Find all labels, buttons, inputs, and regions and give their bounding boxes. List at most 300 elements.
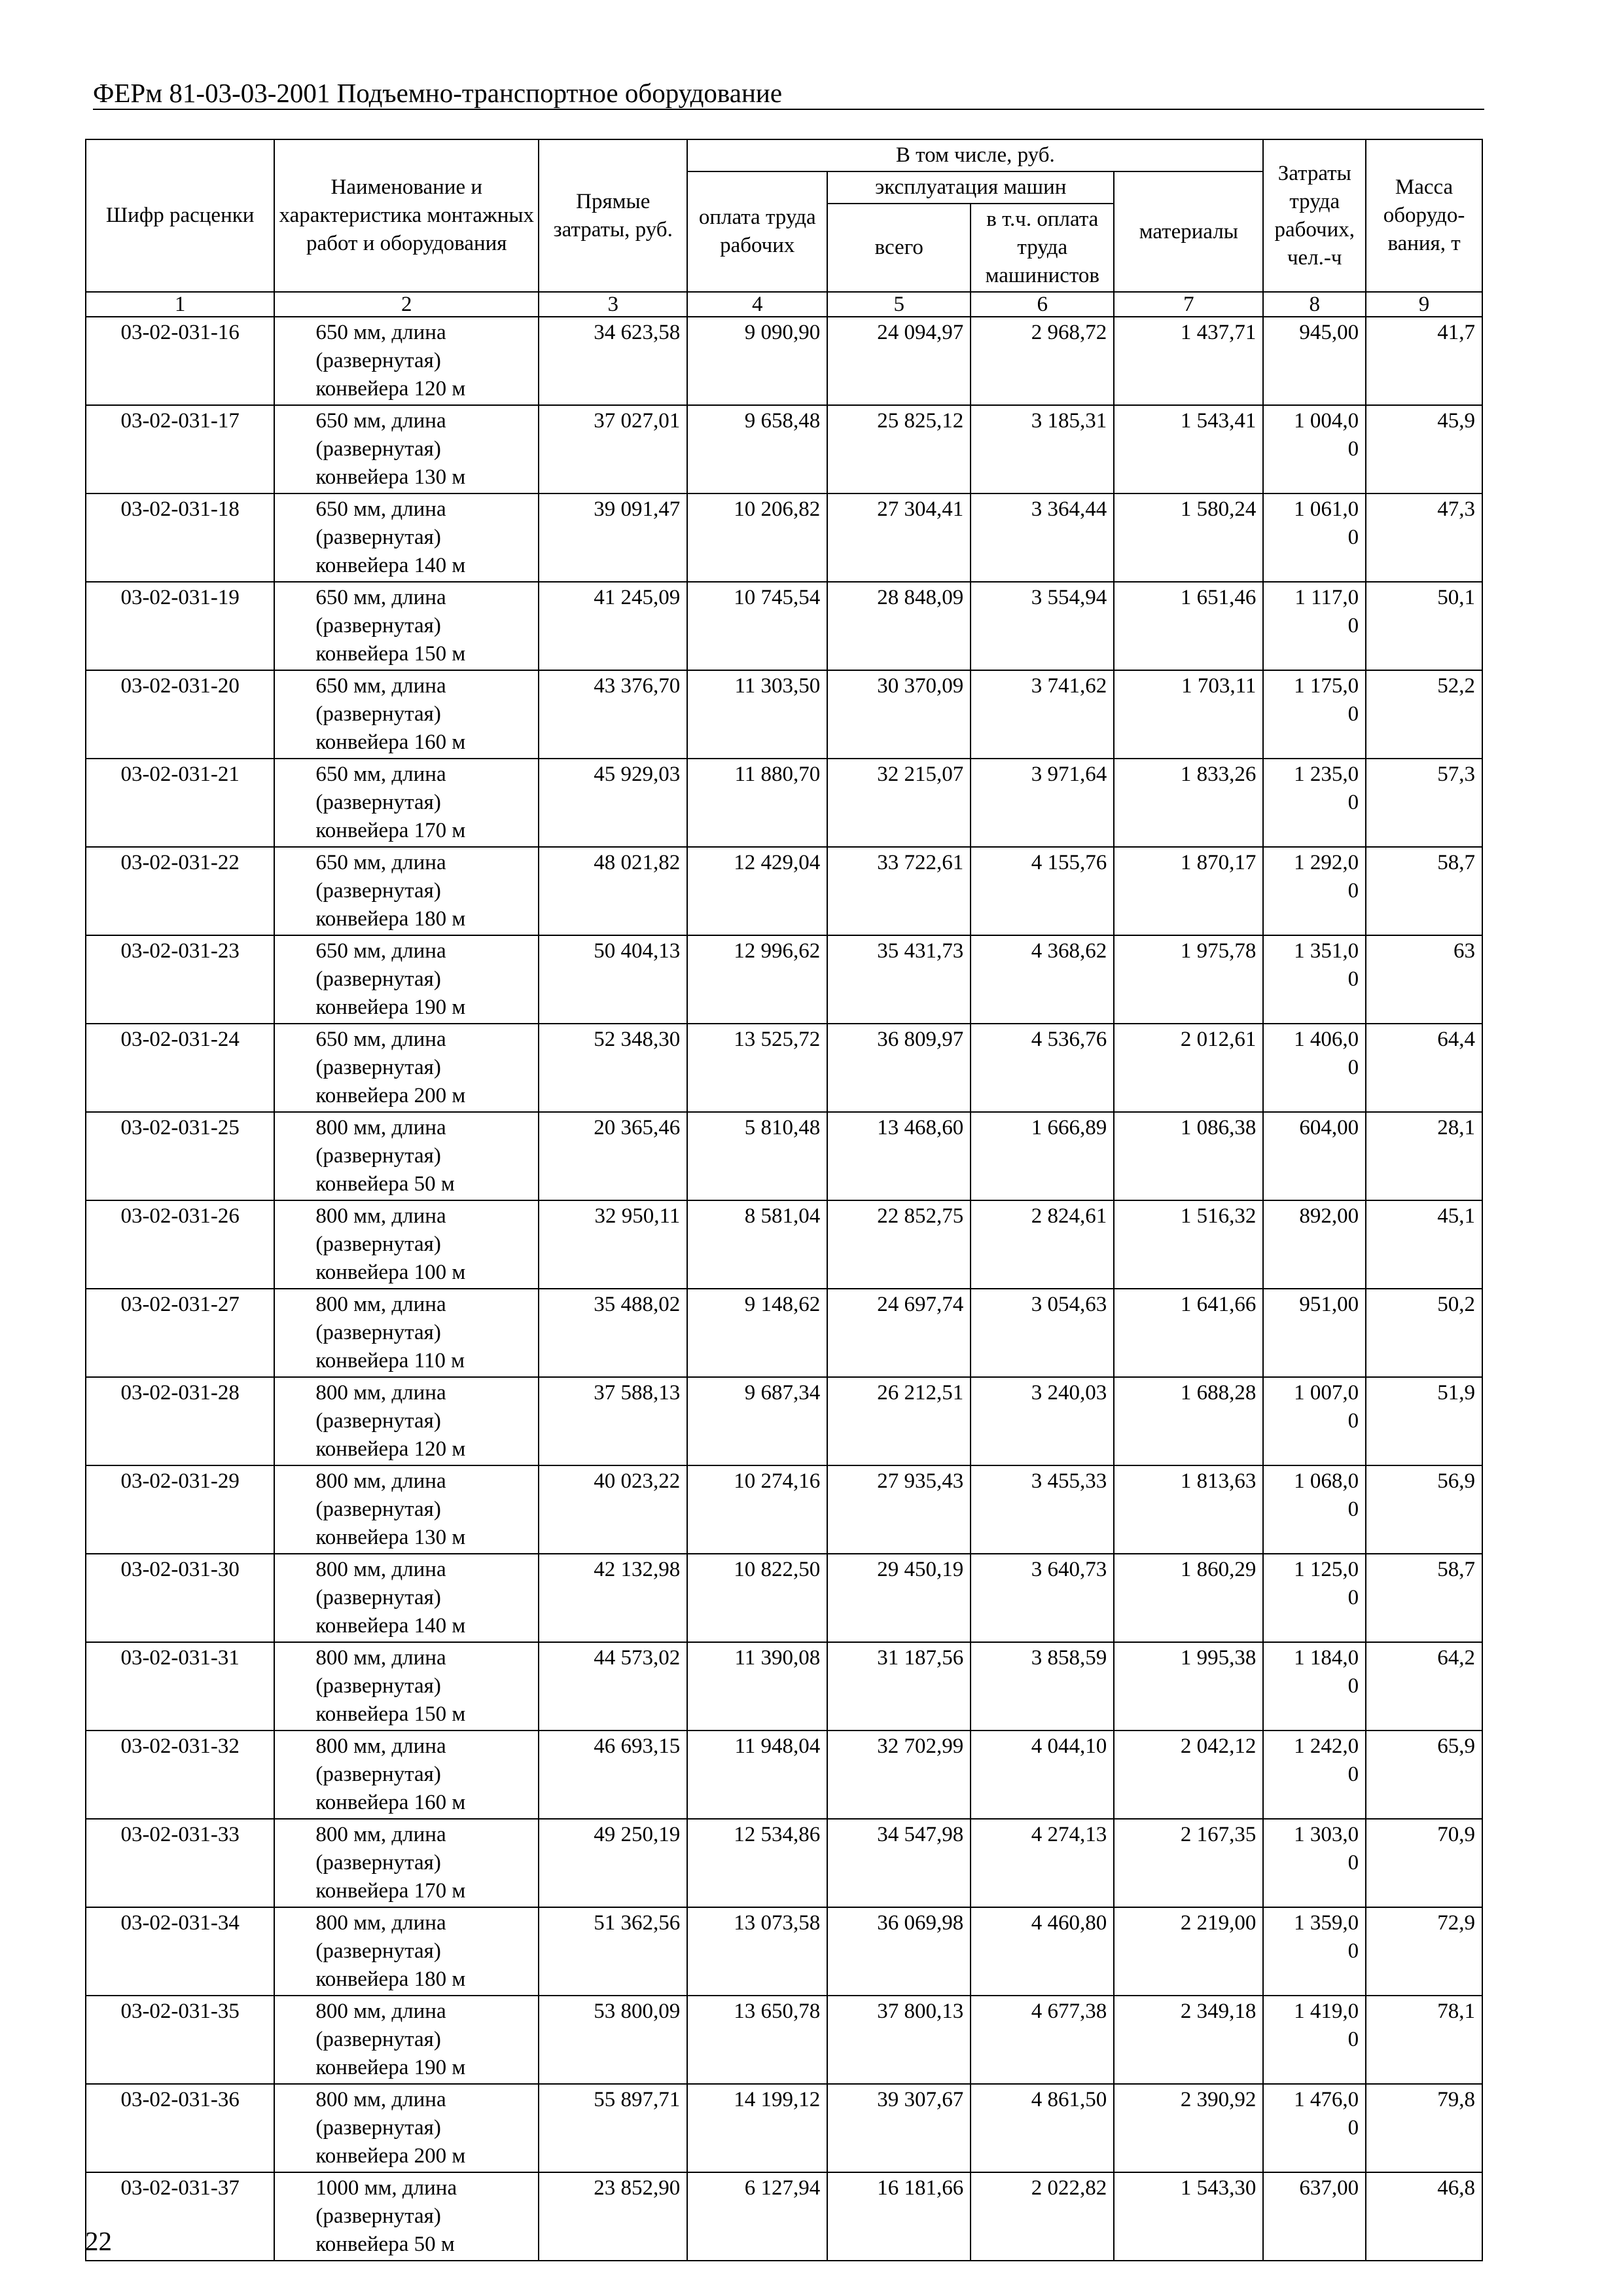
mass-cell: 50,1 [1366,582,1482,670]
mass-cell: 45,9 [1366,405,1482,493]
header-wages: оплата труда рабочих [687,171,827,292]
wages-cell: 8 581,04 [687,1200,827,1289]
mass-cell: 58,7 [1366,1554,1482,1642]
labor-line: 1 242,0 [1294,1734,1359,1758]
rate-code-cell: 03-02-031-22 [86,847,274,935]
table-row [86,405,1482,493]
work-name-line: конвейера 200 м [315,1084,466,1107]
labor-cell [1263,847,1366,935]
rate-code-cell: 03-02-031-28 [86,1377,274,1465]
machinist-wages-cell: 4 368,62 [971,935,1114,1024]
work-name-line: конвейера 160 м [315,730,466,754]
labor-line: 1 125,0 [1294,1558,1359,1581]
direct-costs-cell: 43 376,70 [539,670,687,759]
direct-costs-cell: 51 362,56 [539,1907,687,1996]
labor-line: 892,00 [1299,1204,1359,1228]
direct-costs-cell: 46 693,15 [539,1731,687,1819]
labor-line: 0 [1347,1763,1359,1786]
work-name-line: конвейера 160 м [315,1791,466,1814]
table-row [86,1642,1482,1731]
work-name-cell [274,1554,539,1642]
work-name-cell [274,493,539,582]
work-name-line: конвейера 190 м [315,996,466,1019]
wages-cell: 11 303,50 [687,670,827,759]
work-name-line: 800 мм, длина [315,1646,446,1670]
rate-code-cell: 03-02-031-35 [86,1996,274,2084]
mass-cell: 64,2 [1366,1642,1482,1731]
rate-code-cell: 03-02-031-30 [86,1554,274,1642]
work-name-line: (развернутая) [315,1498,441,1521]
work-name-line: 800 мм, длина [315,1469,446,1493]
table-row [86,2084,1482,2172]
wages-cell: 11 880,70 [687,759,827,847]
materials-cell: 1 860,29 [1114,1554,1263,1642]
work-name-cell [274,1731,539,1819]
work-name-line: (развернутая) [315,2028,441,2051]
wages-cell: 13 525,72 [687,1024,827,1112]
work-name-cell [274,1642,539,1731]
machinist-wages-cell: 3 858,59 [971,1642,1114,1731]
page-number: 22 [85,2226,112,2256]
work-name-line: конвейера 140 м [315,554,466,577]
materials-cell: 1 813,63 [1114,1465,1263,1554]
mass-cell: 63 [1366,935,1482,1024]
work-name-line: 650 мм, длина [315,1028,446,1051]
header-divider [93,109,1484,110]
column-numbers-row [86,292,1482,317]
direct-costs-cell: 34 623,58 [539,317,687,405]
machines-total-cell: 13 468,60 [827,1112,971,1200]
labor-line: 0 [1347,791,1359,814]
rate-code-cell: 03-02-031-18 [86,493,274,582]
machines-total-cell: 29 450,19 [827,1554,971,1642]
machines-total-cell: 33 722,61 [827,847,971,935]
header-code: Шифр расценки [86,139,274,292]
labor-line: 1 359,0 [1294,1911,1359,1935]
work-name-line: 800 мм, длина [315,1558,446,1581]
work-name-line: (развернутая) [315,1763,441,1786]
labor-line: 1 476,0 [1294,2088,1359,2111]
column-number: 6 [971,292,1114,317]
direct-costs-cell: 49 250,19 [539,1819,687,1907]
work-name-line: 650 мм, длина [315,939,446,963]
table-header [86,139,1482,317]
labor-line: 1 419,0 [1294,2000,1359,2023]
labor-line: 0 [1347,1498,1359,1521]
work-name-line: 650 мм, длина [315,497,446,521]
work-name-cell [274,1112,539,1200]
header-machines: эксплуатация машин [827,171,1114,204]
work-name-cell [274,582,539,670]
materials-cell: 1 580,24 [1114,493,1263,582]
rate-code-cell: 03-02-031-20 [86,670,274,759]
machines-total-cell: 27 935,43 [827,1465,971,1554]
materials-cell: 1 995,38 [1114,1642,1263,1731]
machines-total-cell: 31 187,56 [827,1642,971,1731]
labor-line: 1 235,0 [1294,762,1359,786]
labor-line: 0 [1347,1586,1359,1609]
labor-line: 1 117,0 [1294,586,1359,609]
work-name-cell [274,1907,539,1996]
mass-cell: 52,2 [1366,670,1482,759]
work-name-cell [274,1200,539,1289]
rate-code-cell: 03-02-031-26 [86,1200,274,1289]
work-name-line: (развернутая) [315,702,441,726]
mass-cell: 57,3 [1366,759,1482,847]
wages-cell: 13 073,58 [687,1907,827,1996]
work-name-line: (развернутая) [315,1939,441,1963]
direct-costs-cell: 50 404,13 [539,935,687,1024]
machinist-wages-cell: 4 677,38 [971,1996,1114,2084]
machinist-wages-cell: 3 054,63 [971,1289,1114,1377]
work-name-line: конвейера 180 м [315,907,466,931]
rate-code-cell: 03-02-031-36 [86,2084,274,2172]
machinist-wages-cell: 2 824,61 [971,1200,1114,1289]
mass-cell: 58,7 [1366,847,1482,935]
materials-cell: 1 833,26 [1114,759,1263,847]
labor-line: 1 292,0 [1294,851,1359,874]
labor-line: 945,00 [1299,321,1359,344]
rate-code-cell: 03-02-031-34 [86,1907,274,1996]
machines-total-cell: 27 304,41 [827,493,971,582]
labor-line: 0 [1347,967,1359,991]
labor-cell [1263,317,1366,405]
wages-cell: 12 429,04 [687,847,827,935]
table-row [86,1289,1482,1377]
column-number: 3 [539,292,687,317]
table-row [86,1907,1482,1996]
labor-line: 1 004,0 [1294,409,1359,433]
mass-cell: 45,1 [1366,1200,1482,1289]
materials-cell: 2 042,12 [1114,1731,1263,1819]
column-number: 8 [1263,292,1366,317]
labor-cell [1263,582,1366,670]
work-name-line: конвейера 140 м [315,1614,466,1638]
work-name-line: конвейера 190 м [315,2056,466,2079]
labor-cell [1263,1996,1366,2084]
table-row [86,1024,1482,1112]
work-name-line: (развернутая) [315,614,441,637]
work-name-line: (развернутая) [315,1232,441,1256]
work-name-line: конвейера 200 м [315,2144,466,2168]
table-row [86,847,1482,935]
mass-cell: 51,9 [1366,1377,1482,1465]
work-name-line: (развернутая) [315,967,441,991]
work-name-cell [274,759,539,847]
materials-cell: 2 390,92 [1114,2084,1263,2172]
table-body [86,317,1482,2261]
direct-costs-cell: 32 950,11 [539,1200,687,1289]
header-machines-total: всего [827,204,971,292]
direct-costs-cell: 40 023,22 [539,1465,687,1554]
header-direct-costs: Прямые затраты, руб. [539,139,687,292]
labor-line: 951,00 [1299,1293,1359,1316]
machinist-wages-cell: 3 364,44 [971,493,1114,582]
wages-cell: 13 650,78 [687,1996,827,2084]
direct-costs-cell: 39 091,47 [539,493,687,582]
labor-cell [1263,1024,1366,1112]
labor-cell [1263,2172,1366,2261]
labor-cell [1263,1200,1366,1289]
labor-line: 0 [1347,526,1359,549]
materials-cell: 1 641,66 [1114,1289,1263,1377]
labor-line: 0 [1347,1056,1359,1079]
mass-cell: 28,1 [1366,1112,1482,1200]
column-number: 5 [827,292,971,317]
work-name-line: конвейера 150 м [315,1702,466,1726]
column-number: 7 [1114,292,1263,317]
labor-line: 1 061,0 [1294,497,1359,521]
table-row [86,2172,1482,2261]
work-name-line: конвейера 150 м [315,642,466,666]
direct-costs-cell: 37 588,13 [539,1377,687,1465]
work-name-line: 650 мм, длина [315,321,446,344]
wages-cell: 5 810,48 [687,1112,827,1200]
labor-cell [1263,1731,1366,1819]
work-name-cell [274,2172,539,2261]
table-row [86,582,1482,670]
machines-total-cell: 16 181,66 [827,2172,971,2261]
machinist-wages-cell: 1 666,89 [971,1112,1114,1200]
direct-costs-cell: 23 852,90 [539,2172,687,2261]
machinist-wages-cell: 3 455,33 [971,1465,1114,1554]
wages-cell: 11 390,08 [687,1642,827,1731]
machines-total-cell: 36 069,98 [827,1907,971,1996]
work-name-cell [274,405,539,493]
work-name-line: конвейера 50 м [315,1172,455,1196]
work-name-line: конвейера 130 м [315,465,466,489]
machinist-wages-cell: 4 861,50 [971,2084,1114,2172]
labor-cell [1263,1907,1366,1996]
machines-total-cell: 34 547,98 [827,1819,971,1907]
table-row [86,493,1482,582]
rate-code-cell: 03-02-031-24 [86,1024,274,1112]
mass-cell: 72,9 [1366,1907,1482,1996]
materials-cell: 2 219,00 [1114,1907,1263,1996]
machines-total-cell: 30 370,09 [827,670,971,759]
table-row [86,1731,1482,1819]
work-name-cell [274,2084,539,2172]
labor-line: 0 [1347,879,1359,903]
wages-cell: 9 687,34 [687,1377,827,1465]
wages-cell: 10 206,82 [687,493,827,582]
work-name-cell [274,1024,539,1112]
machinist-wages-cell: 3 971,64 [971,759,1114,847]
header-materials: материалы [1114,171,1263,292]
labor-line: 604,00 [1299,1116,1359,1139]
mass-cell: 50,2 [1366,1289,1482,1377]
work-name-cell [274,670,539,759]
machines-total-cell: 35 431,73 [827,935,971,1024]
labor-cell [1263,1465,1366,1554]
materials-cell: 1 870,17 [1114,847,1263,935]
labor-line: 1 303,0 [1294,1823,1359,1846]
machines-total-cell: 36 809,97 [827,1024,971,1112]
machinist-wages-cell: 3 741,62 [971,670,1114,759]
direct-costs-cell: 42 132,98 [539,1554,687,1642]
machines-total-cell: 39 307,67 [827,2084,971,2172]
wages-cell: 10 822,50 [687,1554,827,1642]
work-name-line: 800 мм, длина [315,1204,446,1228]
direct-costs-cell: 48 021,82 [539,847,687,935]
labor-line: 1 351,0 [1294,939,1359,963]
direct-costs-cell: 53 800,09 [539,1996,687,2084]
rate-code-cell: 03-02-031-17 [86,405,274,493]
wages-cell: 9 148,62 [687,1289,827,1377]
header-including: В том числе, руб. [687,139,1263,171]
work-name-line: (развернутая) [315,1056,441,1079]
work-name-line: (развернутая) [315,1321,441,1344]
machinist-wages-cell: 2 022,82 [971,2172,1114,2261]
rate-code-cell: 03-02-031-27 [86,1289,274,1377]
rate-code-cell: 03-02-031-16 [86,317,274,405]
machines-total-cell: 32 215,07 [827,759,971,847]
labor-line: 0 [1347,2028,1359,2051]
materials-cell: 2 012,61 [1114,1024,1263,1112]
work-name-line: 800 мм, длина [315,1823,446,1846]
materials-cell: 1 688,28 [1114,1377,1263,1465]
wages-cell: 6 127,94 [687,2172,827,2261]
direct-costs-cell: 55 897,71 [539,2084,687,2172]
work-name-line: 800 мм, длина [315,1293,446,1316]
work-name-line: (развернутая) [315,1851,441,1874]
column-number: 2 [274,292,539,317]
materials-cell: 1 975,78 [1114,935,1263,1024]
mass-cell: 47,3 [1366,493,1482,582]
materials-cell: 2 167,35 [1114,1819,1263,1907]
mass-cell: 56,9 [1366,1465,1482,1554]
work-name-line: 800 мм, длина [315,2000,446,2023]
direct-costs-cell: 45 929,03 [539,759,687,847]
mass-cell: 64,4 [1366,1024,1482,1112]
header-labor: Затраты труда рабочих, чел.-ч [1263,139,1366,292]
table-row [86,1554,1482,1642]
table-row [86,935,1482,1024]
machinist-wages-cell: 4 274,13 [971,1819,1114,1907]
direct-costs-cell: 20 365,46 [539,1112,687,1200]
work-name-line: конвейера 170 м [315,819,466,842]
labor-line: 1 007,0 [1294,1381,1359,1405]
labor-line: 1 406,0 [1294,1028,1359,1051]
labor-line: 637,00 [1299,2176,1359,2200]
work-name-cell [274,847,539,935]
work-name-line: 1000 мм, длина [315,2176,457,2200]
wages-cell: 12 996,62 [687,935,827,1024]
work-name-line: конвейера 100 м [315,1261,466,1284]
work-name-line: (развернутая) [315,879,441,903]
work-name-line: конвейера 50 м [315,2233,455,2256]
work-name-line: 650 мм, длина [315,674,446,698]
work-name-cell [274,1289,539,1377]
table-row [86,1996,1482,2084]
work-name-cell [274,1465,539,1554]
work-name-line: 800 мм, длина [315,1116,446,1139]
mass-cell: 65,9 [1366,1731,1482,1819]
mass-cell: 46,8 [1366,2172,1482,2261]
labor-line: 0 [1347,1409,1359,1433]
column-number: 1 [86,292,274,317]
labor-cell [1263,935,1366,1024]
work-name-line: 800 мм, длина [315,1911,446,1935]
labor-cell [1263,1554,1366,1642]
labor-line: 0 [1347,702,1359,726]
table-row [86,670,1482,759]
machines-total-cell: 24 697,74 [827,1289,971,1377]
labor-cell [1263,670,1366,759]
table-row [86,759,1482,847]
labor-line: 1 175,0 [1294,674,1359,698]
wages-cell: 9 658,48 [687,405,827,493]
rate-code-cell: 03-02-031-37 [86,2172,274,2261]
labor-line: 0 [1347,1674,1359,1698]
header-name: Наименование и характеристика монтажных работ и оборудования [274,139,539,292]
machines-total-cell: 22 852,75 [827,1200,971,1289]
wages-cell: 14 199,12 [687,2084,827,2172]
work-name-line: 650 мм, длина [315,851,446,874]
work-name-line: (развернутая) [315,2116,441,2140]
mass-cell: 41,7 [1366,317,1482,405]
column-number: 4 [687,292,827,317]
mass-cell: 70,9 [1366,1819,1482,1907]
rate-code-cell: 03-02-031-21 [86,759,274,847]
rates-table [85,139,1483,2261]
work-name-line: конвейера 180 м [315,1967,466,1991]
work-name-line: 650 мм, длина [315,586,446,609]
materials-cell: 1 437,71 [1114,317,1263,405]
machinist-wages-cell: 4 460,80 [971,1907,1114,1996]
work-name-line: 800 мм, длина [315,2088,446,2111]
labor-cell [1263,493,1366,582]
materials-cell: 1 543,41 [1114,405,1263,493]
work-name-line: конвейера 110 м [315,1349,465,1372]
work-name-cell [274,1377,539,1465]
mass-cell: 78,1 [1366,1996,1482,2084]
machines-total-cell: 25 825,12 [827,405,971,493]
work-name-line: 650 мм, длина [315,762,446,786]
labor-cell [1263,1377,1366,1465]
labor-line: 0 [1347,2116,1359,2140]
direct-costs-cell: 52 348,30 [539,1024,687,1112]
table-row [86,317,1482,405]
labor-line: 0 [1347,614,1359,637]
column-number: 9 [1366,292,1482,317]
table-row [86,1465,1482,1554]
machines-total-cell: 28 848,09 [827,582,971,670]
labor-cell [1263,1642,1366,1731]
labor-cell [1263,405,1366,493]
rate-code-cell: 03-02-031-33 [86,1819,274,1907]
machinist-wages-cell: 3 554,94 [971,582,1114,670]
work-name-line: 800 мм, длина [315,1381,446,1405]
work-name-line: (развернутая) [315,2204,441,2228]
work-name-cell [274,317,539,405]
machinist-wages-cell: 3 640,73 [971,1554,1114,1642]
machinist-wages-cell: 4 536,76 [971,1024,1114,1112]
machines-total-cell: 37 800,13 [827,1996,971,2084]
work-name-line: (развернутая) [315,1586,441,1609]
machinist-wages-cell: 3 240,03 [971,1377,1114,1465]
machines-total-cell: 24 094,97 [827,317,971,405]
work-name-line: (развернутая) [315,1144,441,1168]
work-name-line: конвейера 120 м [315,377,466,401]
wages-cell: 10 274,16 [687,1465,827,1554]
materials-cell: 1 703,11 [1114,670,1263,759]
materials-cell: 1 086,38 [1114,1112,1263,1200]
header-mass: Масса оборудо-вания, т [1366,139,1482,292]
work-name-line: конвейера 120 м [315,1437,466,1461]
machinist-wages-cell: 4 044,10 [971,1731,1114,1819]
work-name-line: (развернутая) [315,349,441,372]
